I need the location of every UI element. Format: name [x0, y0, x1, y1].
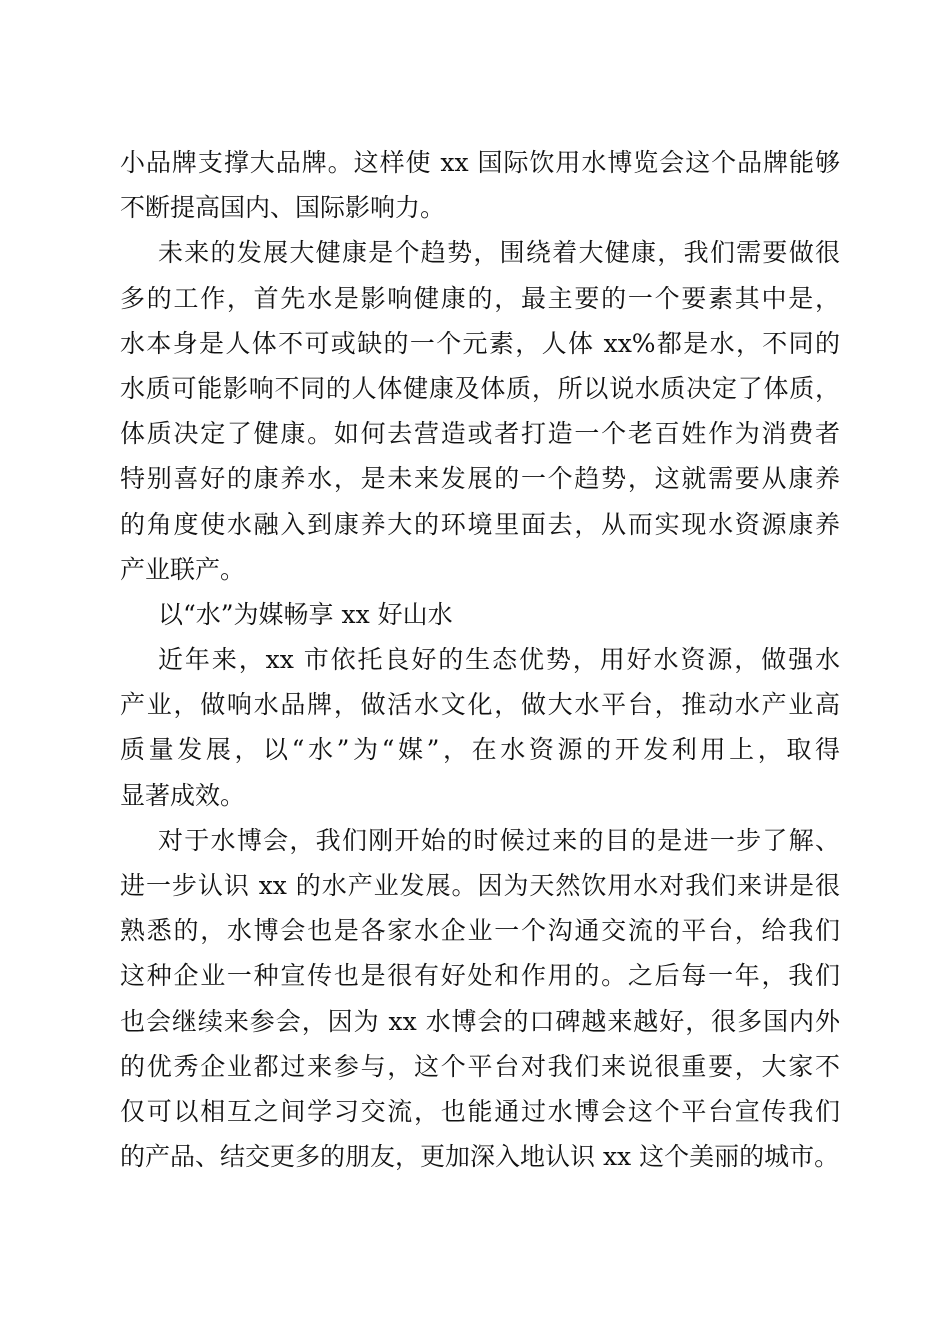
text-line: 不断提高国内、国际影响力。 — [120, 193, 446, 223]
text-line: 水本身是人体不可或缺的一个元素，人体 xx%都是水，不同的 — [120, 328, 840, 358]
paragraph-first-line: 对于水博会，我们刚开始的时候过来的目的是进一步了解、 — [158, 825, 840, 855]
text-line: 仅可以相互之间学习交流，也能通过水博会这个平台宣传我们 — [120, 1096, 840, 1126]
text-line: 这种企业一种宣传也是很有好处和作用的。之后每一年，我们 — [120, 961, 840, 991]
text-line: 体质决定了健康。如何去营造或者打造一个老百姓作为消费者 — [120, 419, 840, 449]
text-line: 的优秀企业都过来参与，这个平台对我们来说很重要，大家不 — [120, 1051, 840, 1081]
text-line: 的角度使水融入到康养大的环境里面去，从而实现水资源康养 — [120, 509, 840, 539]
paragraph-first-line: 未来的发展大健康是个趋势，围绕着大健康，我们需要做很 — [158, 238, 840, 268]
document-body — [120, 140, 840, 1179]
text-line: 多的工作，首先水是影响健康的，最主要的一个要素其中是， — [120, 283, 840, 313]
text-line: 也会继续来参会，因为 xx 水博会的口碑越来越好，很多国内外 — [120, 1006, 840, 1036]
text-line: 显著成效。 — [120, 780, 246, 810]
text-line: 水质可能影响不同的人体健康及体质，所以说水质决定了体质， — [120, 373, 840, 403]
text-line: 小品牌支撑大品牌。这样使 xx 国际饮用水博览会这个品牌能够 — [120, 148, 840, 177]
text-line: 产业联产。 — [120, 554, 246, 584]
text-line: 产业，做响水品牌，做活水文化，做大水平台，推动水产业高 — [120, 690, 840, 720]
text-line: 特别喜好的康养水，是未来发展的一个趋势，这就需要从康养 — [120, 464, 840, 494]
text-line: 的产品、结交更多的朋友，更加深入地认识 xx 这个美丽的城市。 — [120, 1142, 840, 1172]
text-line: 质量发展，以“水”为“媒”，在水资源的开发利用上，取得 — [120, 735, 840, 765]
paragraph-first-line: 近年来，xx 市依托良好的生态优势，用好水资源，做强水 — [158, 645, 840, 675]
section-heading: 以“水”为媒畅享 xx 好山水 — [158, 599, 453, 629]
text-line: 进一步认识 xx 的水产业发展。因为天然饮用水对我们来讲是很 — [120, 871, 840, 900]
text-line: 熟悉的，水博会也是各家水企业一个沟通交流的平台，给我们 — [120, 916, 840, 946]
